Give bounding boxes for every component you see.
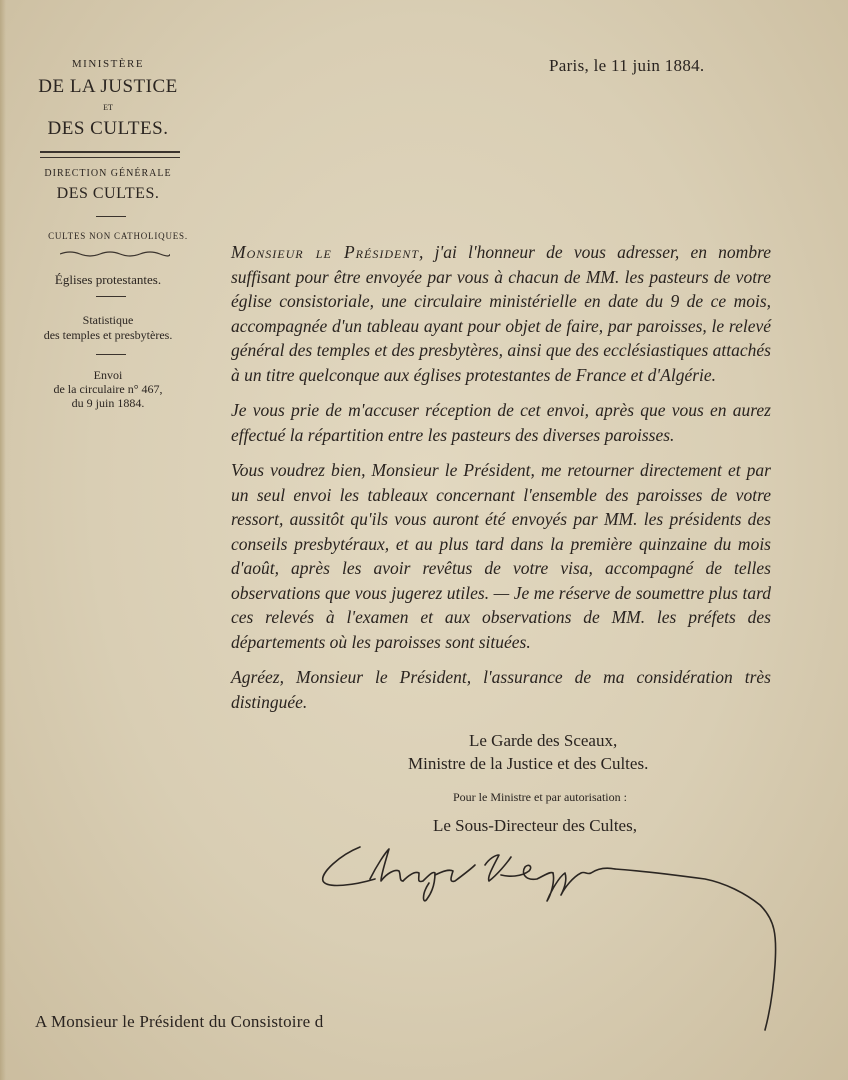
eglises-protestantes: Églises protestantes. xyxy=(54,272,162,287)
divider-rule xyxy=(96,354,126,355)
subject-line: Statistique xyxy=(82,313,134,327)
page-edge xyxy=(0,0,6,1080)
ministry-label: MINISTÈRE xyxy=(71,58,145,70)
letter-date: Paris, le 11 juin 1884. xyxy=(549,56,705,75)
cultes-non-catholiques: CULTES NON CATHOLIQUES. xyxy=(48,231,188,241)
envoi-line: de la circulaire n° 467, xyxy=(53,382,163,396)
paragraph-3: Vous voudrez bien, Monsieur le Président, me retourner directement et par un seul envoi les tableaux concernant l'ensemble des paroisses de votre ressort, aussitôt qu'ils vous auront été envoyés par MM. les présidents des conseils presbytéraux, et au plus tard dans la première quinzaine du mois d'août, après les avoir revêtus de votre visa, accompagné de telles observations que vous jugerez utiles. — Je me réserve de soumettre plus tard ces relevés à l'examen et aux observations de MM. les préfets des départements où les paroisses sont situées. xyxy=(231,460,771,652)
subject-envoi xyxy=(28,368,188,410)
signature-title-1: Le Garde des Sceaux, xyxy=(469,731,618,750)
wavy-divider xyxy=(60,250,170,258)
paragraph-1 xyxy=(231,240,771,387)
paragraph-1-text: , j'ai l'honneur de vous adresser, en nombre suffisant pour être envoyée par vous à chacun de MM. les pasteurs de votre église consistoriale, une circulaire ministérielle en date du 9 de ce mois, accompagnée d'un tableau ayant pour objet de faire, par paroisses, le relevé général des temples et des presbytères, ainsi que des ecclésiastiques attachés à un titre quelconque aux églises protestantes de France et d'Algérie. xyxy=(231,242,772,385)
divider-rule xyxy=(96,216,126,217)
subject-statistique xyxy=(28,313,188,343)
paragraph-2: Je vous prie de m'accuser réception de cet envoi, après que vous en aurez effectué la répartition entre les pasteurs des diverses paroisses. xyxy=(231,400,771,445)
paragraph-4: Agréez, Monsieur le Président, l'assurance de ma considération très distinguée. xyxy=(231,667,771,712)
ministry-et: ET xyxy=(103,103,113,112)
salutation: Monsieur le Président xyxy=(231,242,420,262)
ministry-cultes: DES CULTES. xyxy=(47,118,169,139)
divider-rule xyxy=(96,296,126,297)
signature-title-3: Le Sous-Directeur des Cultes, xyxy=(433,816,637,835)
direction-cultes: DES CULTES. xyxy=(56,185,160,202)
direction-generale: DIRECTION GÉNÉRALE xyxy=(44,168,172,179)
envoi-line: du 9 juin 1884. xyxy=(71,396,145,410)
addressee-line: A Monsieur le Président du Consistoire d xyxy=(35,1012,324,1031)
handwritten-signature xyxy=(315,835,795,1035)
signature-authorization: Pour le Ministre et par autorisation : xyxy=(453,790,627,804)
subject-line: des temples et presbytères. xyxy=(43,328,173,342)
letter-body xyxy=(231,240,771,725)
signature-title-2: Ministre de la Justice et des Cultes. xyxy=(408,754,649,773)
ministry-justice: DE LA JUSTICE xyxy=(38,76,178,97)
envoi-line: Envoi xyxy=(93,368,123,382)
header-double-rule xyxy=(40,151,180,158)
